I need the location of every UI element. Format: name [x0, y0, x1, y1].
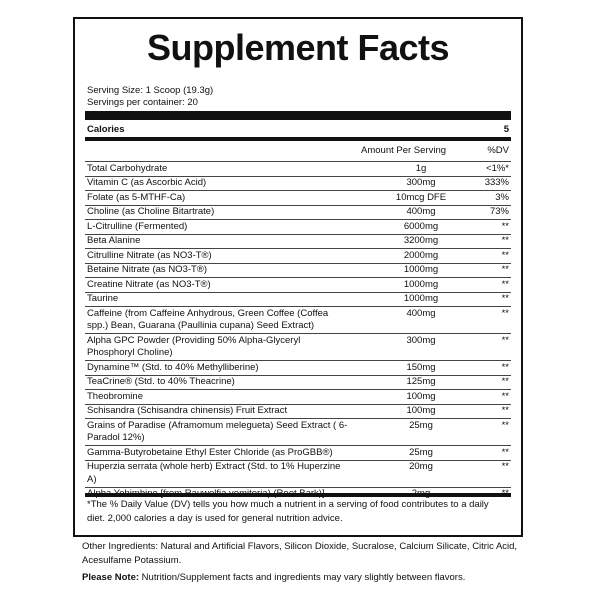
ingredient-name: Schisandra (Schisandra chinensis) Fruit Extract: [87, 405, 288, 416]
ingredient-dv: 333%: [484, 177, 509, 188]
amount-header: Amount Per Serving: [361, 145, 447, 156]
ingredient-dv: **: [501, 249, 509, 261]
ingredient-dv: **: [501, 293, 509, 304]
ingredient-name: Choline (as Choline Bitartrate): [87, 206, 215, 217]
ingredient-name: Taurine: [87, 293, 119, 304]
ingredient-dv: 73%: [489, 206, 509, 217]
ingredient-amount: 125mg: [406, 376, 436, 387]
ingredient-name: Beta Alanine: [87, 235, 141, 246]
table-row: [85, 445, 511, 460]
calories-value: 5: [503, 124, 509, 135]
table-bottom-divider: [85, 493, 511, 497]
ingredient-dv: **: [501, 376, 509, 387]
table-row: [85, 248, 511, 263]
ingredient-amount: 25mg: [409, 446, 433, 458]
ingredient-amount: 100mg: [406, 390, 436, 402]
note-label: Please Note:: [82, 572, 140, 583]
other-ingredients: Other Ingredients: Natural and Artificial Flavors, Silicon Dioxide, Sucralose, Calcium Silicate, Citric Acid, Acesulfame Potassium.: [82, 541, 518, 566]
ingredient-dv: **: [501, 334, 509, 346]
table-row: [85, 219, 511, 234]
ingredient-amount: 2000mg: [403, 249, 439, 261]
ingredient-dv: **: [501, 419, 509, 431]
table-row: [85, 234, 511, 249]
ingredient-name: L-Citrulline (Fermented): [87, 220, 188, 232]
medium-divider: [85, 137, 511, 141]
ingredient-amount: 400mg: [406, 206, 436, 217]
supplement-facts-panel: [73, 17, 523, 537]
table-row: [85, 460, 511, 487]
table-row: [85, 306, 511, 333]
ingredient-dv: **: [501, 361, 509, 373]
ingredient-dv: **: [501, 390, 509, 402]
ingredient-amount: 25mg: [409, 419, 433, 431]
table-row: [85, 360, 511, 375]
ingredient-name: Alpha GPC Powder (Providing 50% Alpha-Glyceryl Phosphoryl Choline): [87, 334, 301, 358]
ingredient-amount: 3200mg: [403, 235, 439, 246]
table-row: [85, 161, 511, 176]
ingredient-amount: 1g: [415, 162, 427, 174]
ingredient-dv: **: [501, 307, 509, 319]
ingredient-amount: 6000mg: [403, 220, 439, 232]
ingredient-dv: **: [501, 405, 509, 416]
flavor-note: [82, 572, 522, 583]
table-row: [85, 205, 511, 220]
ingredient-amount: 20mg: [409, 461, 433, 472]
calories-row: [87, 124, 509, 135]
ingredient-name: Folate (as 5-MTHF-Ca): [87, 191, 186, 203]
ingredient-name: Grains of Paradise (Aframomum melegueta) Seed Extract ( 6-Paradol 12%): [87, 419, 348, 443]
ingredient-amount: 400mg: [406, 307, 436, 319]
table-row: [85, 375, 511, 390]
ingredient-name: Gamma-Butyrobetaine Ethyl Ester Chloride (as ProGBB®): [87, 446, 333, 458]
ingredient-name: Citrulline Nitrate (as NO3-T®): [87, 249, 212, 261]
ingredient-name: Vitamin C (as Ascorbic Acid): [87, 177, 207, 188]
ingredient-amount: 100mg: [406, 405, 436, 416]
table-row: [85, 389, 511, 404]
serving-size: Serving Size: 1 Scoop (19.3g): [87, 85, 214, 96]
ingredient-name: Total Carbohydrate: [87, 162, 168, 174]
table-row: [85, 263, 511, 278]
servings-per-container: Servings per container: 20: [87, 97, 198, 108]
dv-header: %DV: [487, 145, 509, 156]
ingredient-name: Huperzia serrata (whole herb) Extract (Std. to 1% Huperzine A): [87, 461, 341, 485]
ingredient-dv: 3%: [495, 191, 509, 203]
table-row: [85, 292, 511, 307]
ingredient-amount: 1000mg: [403, 293, 439, 304]
table-row: [85, 176, 511, 191]
ingredient-amount: 150mg: [406, 361, 436, 373]
ingredient-dv: **: [501, 264, 509, 275]
ingredient-dv: **: [501, 235, 509, 246]
ingredient-name: Dynamine™ (Std. to 40% Methylliberine): [87, 361, 259, 373]
ingredient-name: Betaine Nitrate (as NO3-T®): [87, 264, 207, 275]
ingredient-dv: **: [501, 278, 509, 290]
note-text: Nutrition/Supplement facts and ingredients may vary slightly between flavors.: [139, 572, 466, 583]
ingredient-name: Creatine Nitrate (as NO3-T®): [87, 278, 211, 290]
ingredient-amount: 300mg: [406, 334, 436, 346]
table-row: [85, 418, 511, 445]
table-row: [85, 404, 511, 419]
ingredient-name: Theobromine: [87, 390, 143, 402]
panel-title: Supplement Facts: [146, 27, 450, 68]
calories-label: Calories: [87, 124, 125, 135]
ingredient-amount: 10mcg DFE: [395, 191, 447, 203]
ingredient-dv: **: [501, 220, 509, 232]
facts-table: [85, 161, 511, 501]
ingredient-dv: **: [501, 446, 509, 458]
ingredient-dv: <1%*: [486, 162, 509, 174]
thick-divider: [85, 111, 511, 120]
daily-value-footnote: *The % Daily Value (DV) tells you how much a nutrient in a serving of food contributes to a daily diet. 2,000 calories a day is used for general nutrition advice.: [87, 499, 489, 524]
ingredient-amount: 300mg: [406, 177, 436, 188]
table-row: [85, 277, 511, 292]
ingredient-dv: **: [501, 461, 509, 472]
ingredient-amount: 1000mg: [403, 264, 439, 275]
ingredient-amount: 1000mg: [403, 278, 439, 290]
ingredient-name: Caffeine (from Caffeine Anhydrous, Green Coffee (Coffea spp.) Bean, Guarana (Paullinia cupana) Seed Extract): [87, 307, 329, 331]
ingredient-name: TeaCrine® (Std. to 40% Theacrine): [87, 376, 235, 387]
table-row: [85, 333, 511, 360]
table-row: [85, 190, 511, 205]
